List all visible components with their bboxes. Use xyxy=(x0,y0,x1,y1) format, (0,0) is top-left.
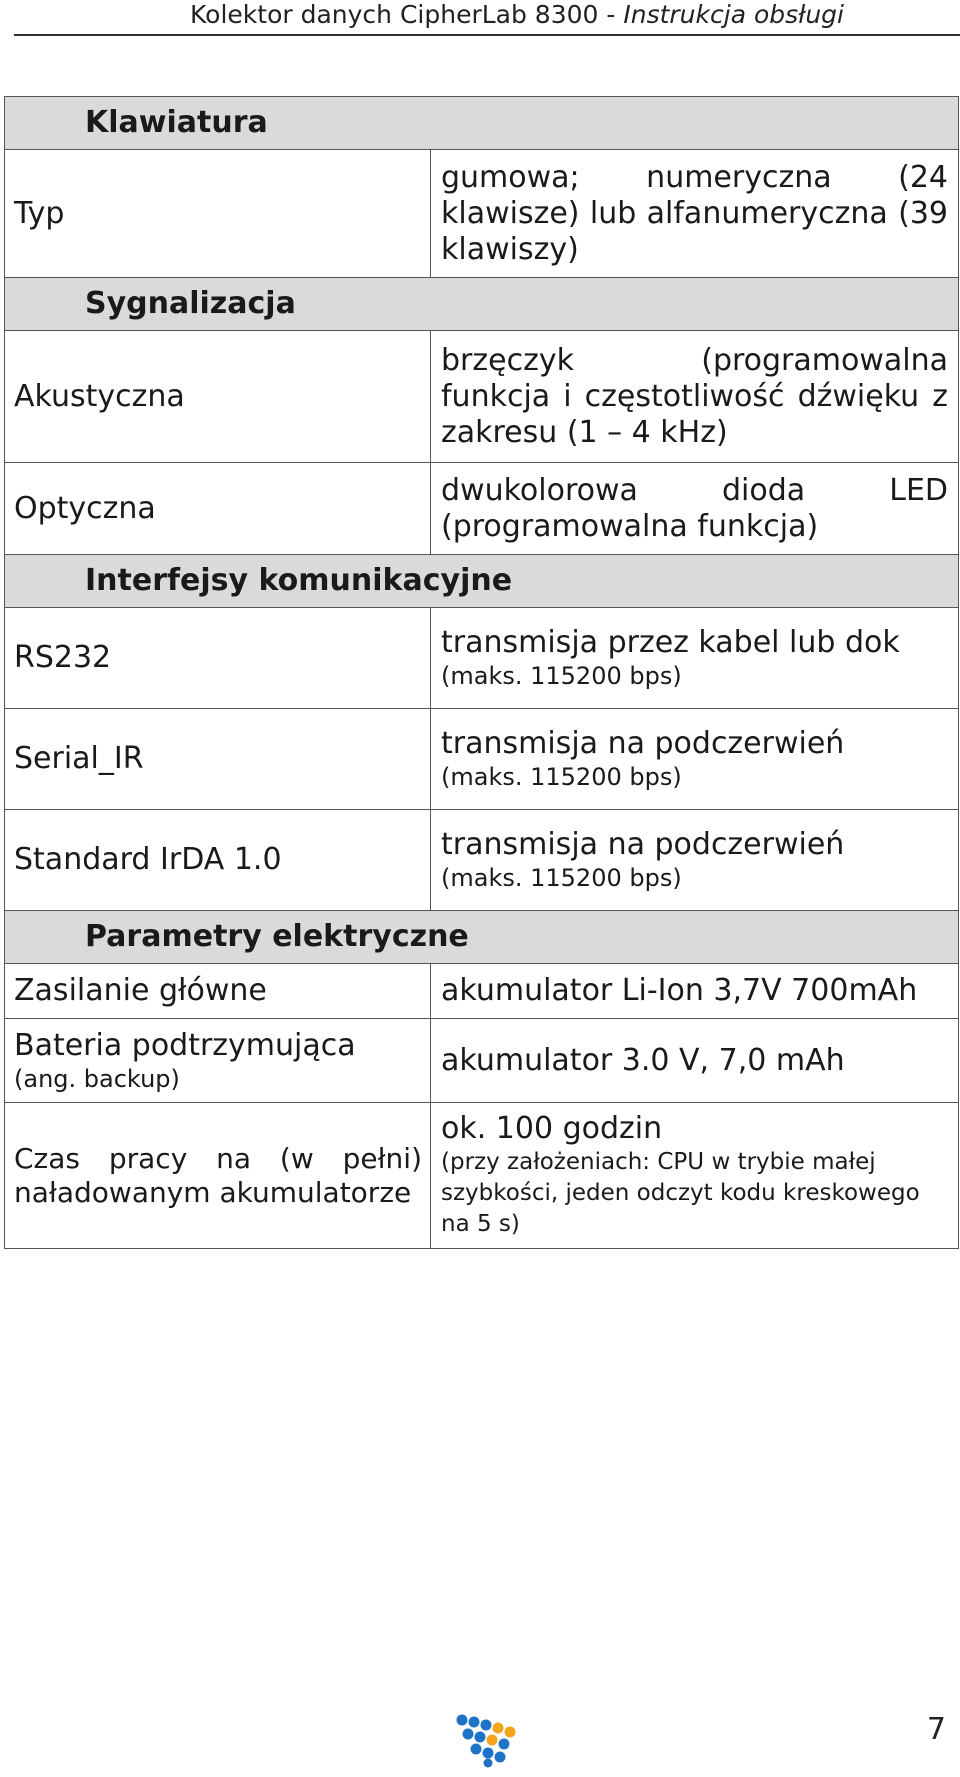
row-label: RS232 xyxy=(5,608,431,709)
row-label: Zasilanie główne xyxy=(5,964,431,1019)
row-label: Czas pracy na (w pełni) naładowanym akumulatorze xyxy=(5,1103,431,1249)
table-row xyxy=(5,331,959,463)
row-label xyxy=(5,1019,431,1103)
table-row xyxy=(5,810,959,911)
row-label: Akustyczna xyxy=(5,331,431,463)
row-value xyxy=(431,1103,959,1249)
row-value: akumulator Li-Ion 3,7V 700mAh xyxy=(431,964,959,1019)
row-value-note: (przy założeniach: CPU w trybie małej szybkości, jeden odczyt kodu kreskowego na 5 s) xyxy=(441,1149,920,1237)
row-value xyxy=(431,608,959,709)
section-title: Interfejsy komunikacyjne xyxy=(5,555,959,608)
row-value: akumulator 3.0 V, 7,0 mAh xyxy=(431,1019,959,1103)
section-row xyxy=(5,555,959,608)
row-value-note: (maks. 115200 bps) xyxy=(441,763,682,791)
row-label: Serial_IR xyxy=(5,709,431,810)
row-label-note: (ang. backup) xyxy=(14,1064,180,1093)
table-row xyxy=(5,1103,959,1249)
section-title: Parametry elektryczne xyxy=(5,911,959,964)
row-value: brzęczyk (programowalna funkcja i częstotliwość dźwięku z zakresu (1 – 4 kHz) xyxy=(431,331,959,463)
page-header-title xyxy=(0,0,960,30)
cipherlab-logo-icon xyxy=(454,1712,520,1768)
row-value xyxy=(431,810,959,911)
section-title: Klawiatura xyxy=(5,97,959,150)
table-row xyxy=(5,608,959,709)
spec-table xyxy=(4,96,959,1249)
row-value: gumowa; numeryczna (24 klawisze) lub alfanumeryczna (39 klawiszy) xyxy=(431,150,959,278)
row-value-main: transmisja na podczerwień xyxy=(441,726,845,761)
header-divider xyxy=(14,34,960,36)
table-row xyxy=(5,709,959,810)
section-row xyxy=(5,97,959,150)
table-row xyxy=(5,463,959,555)
section-row xyxy=(5,278,959,331)
table-row xyxy=(5,964,959,1019)
row-value: dwukolorowa dioda LED (programowalna funkcja) xyxy=(431,463,959,555)
row-value-main: ok. 100 godzin xyxy=(441,1111,663,1146)
row-label: Optyczna xyxy=(5,463,431,555)
section-title: Sygnalizacja xyxy=(5,278,959,331)
row-label: Standard IrDA 1.0 xyxy=(5,810,431,911)
header-title-main: Kolektor danych CipherLab 8300 - xyxy=(190,0,624,29)
section-row xyxy=(5,911,959,964)
row-label: Typ xyxy=(5,150,431,278)
row-value-main: transmisja przez kabel lub dok xyxy=(441,625,900,660)
row-label-main: Bateria podtrzymująca xyxy=(14,1027,356,1063)
row-value-main: transmisja na podczerwień xyxy=(441,827,845,862)
row-value-note: (maks. 115200 bps) xyxy=(441,864,682,892)
header-title-italic: Instrukcja obsługi xyxy=(623,0,844,29)
row-value-note: (maks. 115200 bps) xyxy=(441,662,682,690)
table-row xyxy=(5,150,959,278)
row-value xyxy=(431,709,959,810)
page-number: 7 xyxy=(926,1712,946,1747)
table-row xyxy=(5,1019,959,1103)
